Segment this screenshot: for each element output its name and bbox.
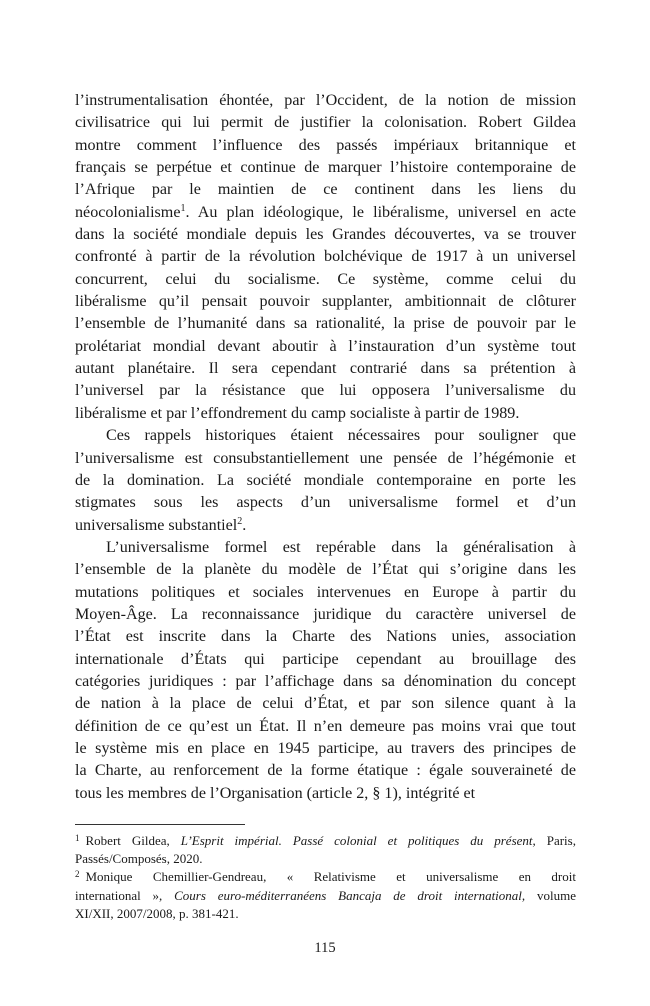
text-line: montre comment l’influence des passés impériaux britannique et (75, 136, 576, 154)
text-line: tous les membres de l’Organisation (article 2, § 1), intégrité et (75, 784, 476, 802)
text-line: L’universalisme formel est repérable dans la généralisation à (106, 538, 576, 556)
footnote-text: XI/XII, 2007/2008, p. 381-421. (75, 905, 239, 921)
paragraph-3 (75, 537, 576, 805)
footnote-text: international », (75, 887, 175, 903)
page-number: 115 (314, 940, 336, 956)
text-line: internationale d’États qui participe cependant au brouillage des (75, 650, 576, 668)
text-line: civilisatrice qui lui permit de justifier la colonisation. Robert Gildea (75, 114, 576, 132)
text-line: l’ensemble de l’humanité dans sa rationalité, la prise de pouvoir par le (75, 315, 576, 333)
text-line: concurrent, celui du socialisme. Ce système, comme celui du (75, 270, 576, 288)
text-line: l’État est inscrite dans la Charte des Nations unies, association (75, 628, 576, 646)
footnote-2 (75, 868, 576, 923)
text-line: l’universel par la résistance que lui opposera l’universalisme du (75, 382, 576, 400)
text-line: dans la société mondiale depuis les Grandes découvertes, va se trouver (75, 226, 576, 244)
text-line: de nation à la place de celui d’État, et par son silence quant à la (75, 695, 576, 713)
footnote-text: Robert Gildea, (85, 833, 181, 848)
text-line: l’Afrique par le maintien de ce continent dans les liens du (75, 181, 576, 199)
text-line: prolétariat mondial devant aboutir à l’instauration d’un système tout (75, 337, 576, 355)
citation-title: L’Esprit impérial. Passé colonial et politiques du présent, (180, 833, 536, 848)
text-line: l’instrumentalisation éhontée, par l’Occident, de la notion de mission (75, 92, 576, 109)
footnote-reference[interactable]: 2 (237, 515, 243, 527)
body-text (75, 90, 576, 805)
footnote-number: 2 (75, 869, 80, 880)
text-line: catégories juridiques : par l’affichage dans sa dénomination du concept (75, 672, 576, 690)
text-segment: universalisme substantiel (75, 516, 238, 534)
footnote-text: Monique Chemillier-Gendreau, « Relativisme et universalisme en droit (85, 869, 576, 885)
text-line (75, 515, 576, 537)
footnote-line (75, 832, 576, 850)
footnote-line (75, 868, 576, 886)
paragraph-1 (75, 90, 576, 425)
footnote-separator (75, 824, 245, 825)
footnote-number: 1 (75, 833, 80, 843)
footnote-text: volume (525, 887, 576, 903)
text-line: définition de ce qu’est un État. Il n’en demeure pas moins vrai que tout (75, 717, 576, 735)
paragraph-2 (75, 425, 576, 537)
text-line: autant planétaire. Il sera cependant contrarié dans sa prétention à (75, 360, 576, 378)
text-line: stigmates sous les aspects d’un universalisme formel et d’un (75, 494, 576, 512)
text-line: la Charte, au renforcement de la forme étatique : égale souveraineté de (75, 762, 576, 780)
text-line: l’universalisme est consubstantiellement une pensée de l’hégémonie et (75, 449, 576, 467)
text-line (75, 202, 576, 224)
text-segment: . (242, 516, 247, 534)
text-line: libéralisme qu’il pensait pouvoir supplanter, ambitionnait de clôturer (75, 293, 576, 311)
text-line: libéralisme et par l’effondrement du camp socialiste à partir de 1989. (75, 404, 520, 422)
text-line: l’ensemble de la planète du modèle de l’État qui s’origine dans les (75, 561, 576, 579)
footnote-1 (75, 832, 576, 868)
footnote-text: Passés/Composés, 2020. (75, 851, 203, 867)
text-line: français se perpétue et continue de marquer l’histoire contemporaine de (75, 159, 576, 177)
text-line: mutations politiques et sociales intervenues en Europe à partir du (75, 583, 576, 601)
footnote-line (75, 887, 576, 905)
footnote-line (75, 905, 576, 923)
text-segment: néocolonialisme (75, 203, 181, 221)
text-line: Ces rappels historiques étaient nécessaires pour souligner que (106, 427, 576, 445)
footnotes (75, 832, 576, 923)
text-line: le système mis en place en 1945 participe, au travers des principes de (75, 739, 576, 757)
text-line: de la domination. La société mondiale contemporaine en porte les (75, 471, 576, 489)
citation-title: Cours euro-méditerranéens Bancaja de droit international, (174, 887, 526, 903)
text-line: Moyen-Âge. La reconnaissance juridique du caractère universel de (75, 605, 576, 623)
footnote-text: Paris, (535, 833, 576, 848)
footnote-reference[interactable]: 1 (180, 202, 186, 214)
footnote-line (75, 850, 576, 868)
text-segment: . Au plan idéologique, le libéralisme, universel en acte (185, 203, 576, 221)
text-line: confronté à partir de la révolution bolchévique de 1917 à un universel (75, 248, 576, 266)
